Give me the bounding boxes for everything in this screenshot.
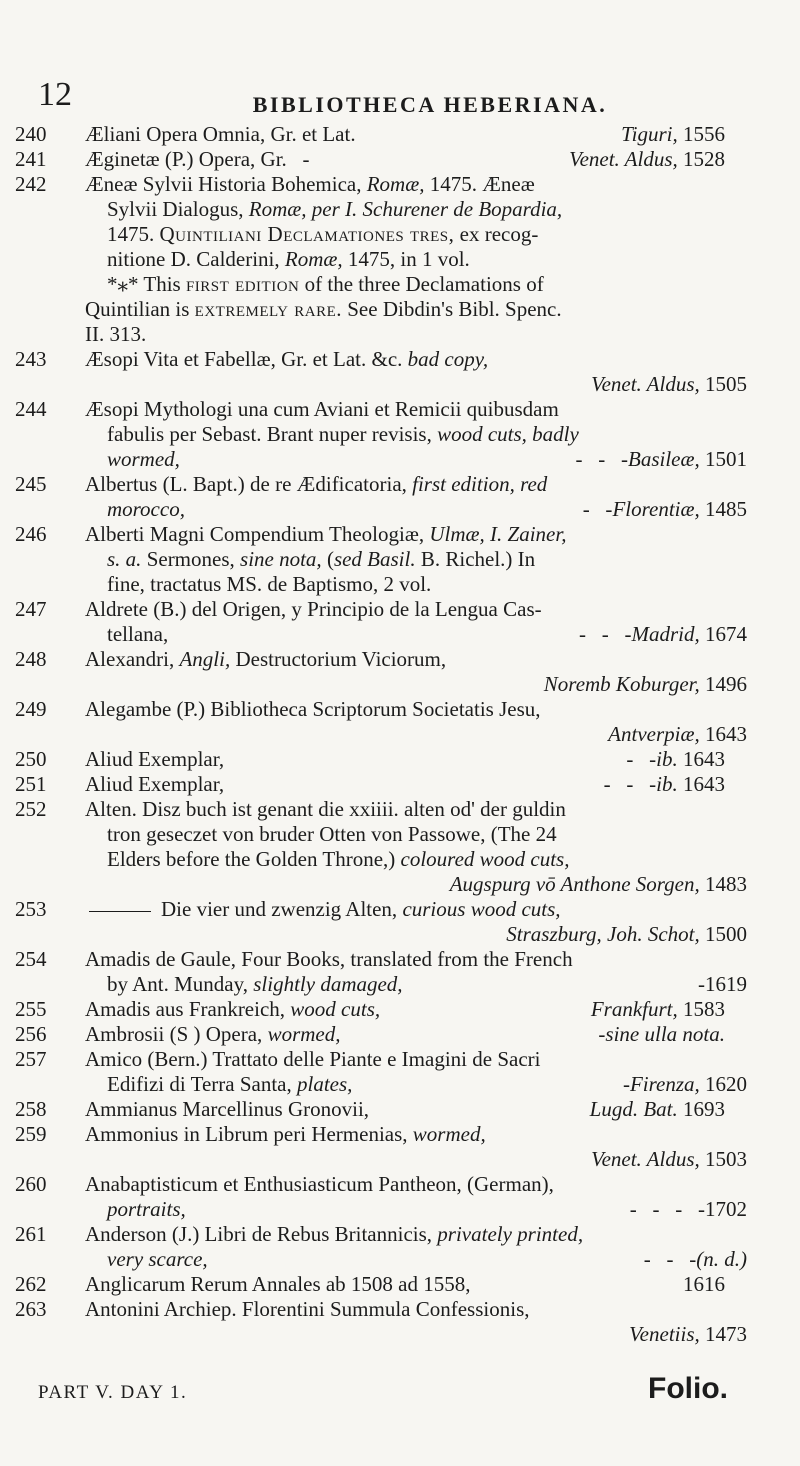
entry-line	[85, 322, 725, 347]
entry-line	[15, 647, 725, 672]
entry-line	[85, 1147, 747, 1172]
lot-number: 243	[15, 347, 47, 371]
entry-line	[85, 222, 747, 247]
entry-text: ex recog-	[454, 222, 539, 246]
entry-line	[15, 522, 725, 547]
signature-mark: PART V. DAY 1.	[38, 1382, 188, 1403]
entry-text: Æsopi Mythologi una cum Aviani et Remicii quibusdam	[85, 397, 559, 421]
entry-text: - - -	[628, 1247, 697, 1271]
entry-text: 1619	[705, 972, 747, 996]
entry-text: Aliud Exemplar,	[85, 747, 225, 771]
entry-main	[85, 1022, 340, 1047]
catalogue-entry	[0, 1272, 800, 1297]
entry-main	[85, 147, 310, 172]
entry-text: -	[682, 972, 705, 996]
catalogue-entry	[0, 147, 800, 172]
entry-text: Noremb Koburger,	[543, 672, 700, 696]
entry-text: 1528	[677, 147, 725, 171]
entry-line	[15, 697, 725, 722]
entry-text: Æginetæ (P.) Opera, Gr. -	[85, 147, 310, 171]
entry-imprint	[563, 622, 747, 647]
entry-text: 1583	[677, 997, 725, 1021]
entry-text: Albertus (L. Bapt.) de re Ædificatoria,	[85, 472, 413, 496]
entry-main	[85, 122, 356, 147]
entry-text: 1475.	[107, 222, 160, 246]
lot-number: 247	[15, 597, 47, 621]
entry-line	[15, 997, 725, 1022]
lot-number: 240	[15, 122, 47, 146]
entry-text: Ammianus Marcellinus Gronovii,	[85, 1097, 370, 1121]
entry-text: Tiguri,	[621, 122, 678, 146]
entry-text: sine nota,	[240, 547, 322, 571]
entry-text: Anderson (J.) Libri de Rebus Britannicis,	[85, 1222, 438, 1246]
entry-imprint	[607, 1072, 747, 1097]
entry-text: bad copy,	[407, 347, 489, 371]
entry-text: - -	[566, 497, 613, 521]
entry-text: Frankfurt,	[590, 997, 678, 1021]
entry-line	[15, 797, 725, 822]
entry-text: slightly damaged,	[253, 972, 403, 996]
entry-text: B. Richel.) In	[415, 547, 536, 571]
entry-text: Æliani Opera Omnia, Gr. et Lat.	[85, 122, 356, 146]
entry-line	[15, 1022, 725, 1047]
entry-text: by Ant. Munday,	[107, 972, 254, 996]
lot-number: 262	[15, 1272, 47, 1296]
entry-line	[15, 1097, 725, 1122]
entry-main	[107, 622, 168, 647]
entry-line	[85, 447, 747, 472]
entry-line	[15, 172, 725, 197]
entry-line	[85, 722, 747, 747]
entry-text: Alegambe (P.) Bibliotheca Scriptorum Societatis Jesu,	[85, 697, 541, 721]
lot-number: 248	[15, 647, 47, 671]
catalogue-entry	[0, 122, 800, 147]
entry-text: portraits,	[107, 1197, 186, 1221]
catalogue-entry	[0, 522, 800, 597]
entry-line	[15, 397, 725, 422]
entry-text: wormed,	[267, 1022, 341, 1046]
catalogue-entry	[0, 947, 800, 997]
entry-text: 1674	[699, 622, 747, 646]
entry-line	[15, 1297, 725, 1322]
entry-main	[107, 497, 185, 522]
entry-line	[85, 847, 747, 872]
format-label: Folio.	[648, 1372, 728, 1405]
catalogue-entry	[0, 1097, 800, 1122]
lot-number: 253	[15, 897, 47, 921]
entry-main	[85, 1272, 471, 1297]
entry-line	[85, 872, 747, 897]
entry-text: II. 313.	[85, 322, 147, 346]
entry-text: Aldrete (B.) del Origen, y Principio de la Lengua Cas-	[85, 597, 542, 621]
entry-text: Sermones,	[141, 547, 241, 571]
entry-main	[107, 1197, 186, 1222]
entry-text: See Dibdin's Bibl. Spenc.	[342, 297, 562, 321]
entry-imprint	[621, 122, 725, 147]
lot-number: 255	[15, 997, 47, 1021]
entry-text: 1503	[699, 1147, 747, 1171]
entry-main	[107, 1247, 208, 1272]
entry-text: wood cuts,	[290, 997, 381, 1021]
entry-line	[15, 147, 725, 172]
ditto-rule	[89, 911, 151, 912]
lot-number: 249	[15, 697, 47, 721]
entry-text: plates,	[297, 1072, 353, 1096]
entry-text: 1556	[677, 122, 725, 146]
lot-number: 250	[15, 747, 47, 771]
entry-line	[15, 947, 725, 972]
lot-number: 260	[15, 1172, 47, 1196]
entry-text: Antverpiæ,	[608, 722, 700, 746]
entry-text: extremely rare.	[194, 297, 342, 321]
entry-text: Straszburg, Joh. Schot,	[506, 922, 700, 946]
catalogue-entry	[0, 597, 800, 647]
entry-text: 1620	[699, 1072, 747, 1096]
lot-number: 251	[15, 772, 47, 796]
entry-text: 1643	[677, 772, 725, 796]
entry-text: Lugd. Bat.	[589, 1097, 678, 1121]
catalogue-entry	[0, 897, 800, 947]
entry-text: Anabaptisticum et Enthusiasticum Pantheon, (German),	[85, 1172, 554, 1196]
entry-main	[107, 1072, 352, 1097]
entry-line	[85, 1247, 747, 1272]
entry-text: Ulmæ, I. Zainer,	[429, 522, 567, 546]
entry-main	[107, 447, 180, 472]
catalogue-entry	[0, 172, 800, 272]
entry-line	[15, 747, 725, 772]
catalogue-entry	[0, 772, 800, 797]
entry-text: 1496	[699, 672, 747, 696]
entry-main	[107, 972, 403, 997]
entry-imprint	[682, 972, 747, 997]
entry-line	[85, 922, 747, 947]
entry-text: Alexandri,	[85, 647, 180, 671]
catalogue-entry	[0, 347, 800, 397]
lot-number: 241	[15, 147, 47, 171]
entry-text: privately printed,	[437, 1222, 584, 1246]
lot-number: 252	[15, 797, 47, 821]
entry-imprint	[683, 1272, 725, 1297]
entry-main	[85, 997, 380, 1022]
entry-line	[85, 247, 747, 272]
lot-number: 263	[15, 1297, 47, 1321]
entry-text: 1693	[677, 1097, 725, 1121]
entry-line	[15, 1222, 725, 1247]
entry-text: Madrid,	[631, 622, 700, 646]
entry-text: - - -	[587, 772, 657, 796]
entry-imprint	[583, 1022, 725, 1047]
catalogue-entry	[0, 647, 800, 697]
entry-text: tron geseczet von bruder Otten von Passowe, (The 24	[107, 822, 557, 846]
entry-line	[85, 1322, 747, 1347]
entry-text: Ambrosii (S ) Opera,	[85, 1022, 268, 1046]
entry-text: Quintiliani Declamationes tres,	[159, 222, 455, 246]
entry-text: 1643	[699, 722, 747, 746]
entry-line	[85, 822, 747, 847]
entry-text: Æsopi Vita et Fabellæ, Gr. et Lat. &c.	[85, 347, 408, 371]
catalogue-entry	[0, 747, 800, 772]
lot-number: 254	[15, 947, 47, 971]
entry-text: Anglicarum Rerum Annales ab 1508 ad 1558,	[85, 1272, 471, 1296]
entry-imprint	[560, 447, 747, 472]
catalogue-entry	[0, 1022, 800, 1047]
catalogue-entries	[0, 122, 800, 1347]
entry-imprint	[567, 497, 747, 522]
entry-text: sed Basil.	[333, 547, 416, 571]
entry-line	[85, 272, 747, 297]
entry-text: 1500	[699, 922, 747, 946]
entry-text: Edifizi di Terra Santa,	[107, 1072, 297, 1096]
entry-text: coloured wood cuts,	[400, 847, 570, 871]
entry-line	[15, 1047, 725, 1072]
entry-text: Romæ,	[366, 172, 425, 196]
entry-text: Venet. Aldus,	[569, 147, 678, 171]
entry-line	[85, 1072, 747, 1097]
entry-text: Æneæ Sylvii Historia Bohemica,	[85, 172, 367, 196]
entry-text: Venet. Aldus,	[591, 372, 700, 396]
lot-number: 256	[15, 1022, 47, 1046]
entry-text: 1702	[705, 1197, 747, 1221]
lot-number: 244	[15, 397, 47, 421]
entry-main	[85, 1097, 369, 1122]
entry-line	[85, 972, 747, 997]
entry-line	[85, 547, 747, 572]
entry-text: 1505	[699, 372, 747, 396]
entry-text: -	[582, 1022, 606, 1046]
entry-text: tellana,	[107, 622, 169, 646]
entry-text: Destructorium Viciorum,	[230, 647, 447, 671]
entry-text: Sylvii Dialogus,	[107, 197, 249, 221]
entry-line	[15, 597, 725, 622]
entry-text: (n. d.)	[696, 1247, 747, 1271]
entry-text: 1643	[677, 747, 725, 771]
entry-line	[85, 497, 747, 522]
catalogue-entry	[0, 1297, 800, 1347]
entry-imprint	[590, 1097, 725, 1122]
entry-line	[85, 422, 747, 447]
entry-text: Alberti Magni Compendium Theologiæ,	[85, 522, 430, 546]
entry-text: Basileæ,	[628, 447, 700, 471]
entry-text: Ammonius in Librum peri Hermenias,	[85, 1122, 413, 1146]
lot-number: 258	[15, 1097, 47, 1121]
entry-text: - - - -	[614, 1197, 705, 1221]
entry-text: 1485	[699, 497, 747, 521]
entry-text: 1616	[683, 1272, 725, 1296]
catalogue-entry	[0, 797, 800, 897]
entry-text: Venet. Aldus,	[591, 1147, 700, 1171]
entry-line	[15, 1172, 725, 1197]
entry-text: - - -	[559, 447, 628, 471]
entry-text: ib.	[656, 772, 678, 796]
entry-text: nitione D. Calderini,	[107, 247, 285, 271]
entry-text: Venetiis,	[629, 1322, 700, 1346]
entry-text: fine, tractatus MS. de Baptismo, 2 vol.	[107, 572, 432, 596]
entry-line	[15, 347, 725, 372]
entry-text: 1475, in 1 vol.	[342, 247, 470, 271]
entry-text: Augspurg vō Anthone Sorgen,	[449, 872, 700, 896]
lot-number: 259	[15, 1122, 47, 1146]
entry-text: Firenza,	[629, 1072, 700, 1096]
entry-imprint	[628, 1247, 747, 1272]
entry-text: curious wood cuts,	[402, 897, 561, 921]
catalogue-entry	[0, 1222, 800, 1272]
running-title: BIBLIOTHECA HEBERIANA.	[252, 92, 608, 117]
entry-text: 1473	[699, 1322, 747, 1346]
entry-text: Angli,	[179, 647, 231, 671]
entry-text: 1475. Æneæ	[424, 172, 535, 196]
catalogue-entry	[0, 697, 800, 747]
catalogue-entry	[0, 1047, 800, 1097]
entry-text: morocco,	[107, 497, 185, 521]
lot-number: 242	[15, 172, 47, 196]
entry-text: fabulis per Sebast. Brant nuper revisis,	[107, 422, 438, 446]
entry-text: Aliud Exemplar,	[85, 772, 225, 796]
entry-text: sine ulla nota.	[605, 1022, 725, 1046]
entry-text: Die vier und zwenzig Alten,	[161, 897, 403, 921]
entry-text: Romæ,	[284, 247, 343, 271]
entry-line	[15, 1272, 725, 1297]
entry-text: Quintilian is	[85, 297, 195, 321]
entry-main	[85, 772, 224, 797]
entry-text: ib.	[656, 747, 678, 771]
entry-text: Florentiæ,	[612, 497, 700, 521]
entry-imprint	[614, 1197, 747, 1222]
entry-line	[85, 572, 747, 597]
entry-text: Alten. Disz buch ist genant die xxiiii. alten od' der guldin	[85, 797, 566, 821]
entry-line	[15, 472, 725, 497]
entry-line	[15, 772, 725, 797]
entry-text: first edition, red	[412, 472, 548, 496]
entry-note	[0, 272, 800, 347]
entry-imprint	[611, 747, 725, 772]
entry-text: Antonini Archiep. Florentini Summula Confessionis,	[85, 1297, 530, 1321]
entry-text: Amadis de Gaule, Four Books, translated from the French	[85, 947, 573, 971]
lot-number: 261	[15, 1222, 47, 1246]
entry-main	[85, 747, 224, 772]
entry-line	[15, 122, 725, 147]
entry-text: first edition	[185, 272, 300, 296]
catalogue-entry	[0, 997, 800, 1022]
entry-text: very scarce,	[107, 1247, 208, 1271]
entry-text: s. a.	[107, 547, 142, 571]
entry-line	[85, 197, 747, 222]
entry-line	[85, 297, 725, 322]
entry-imprint	[569, 147, 725, 172]
entry-text: Romæ, per I. Schurener de Bopardia,	[248, 197, 563, 221]
entry-line	[85, 1197, 747, 1222]
entry-text: (	[321, 547, 334, 571]
entry-text: wood cuts, badly	[437, 422, 579, 446]
entry-imprint	[588, 772, 725, 797]
page-number: 12	[38, 76, 72, 113]
entry-text: - -	[610, 747, 657, 771]
catalogue-entry	[0, 1122, 800, 1172]
catalogue-entry	[0, 397, 800, 472]
entry-imprint	[591, 997, 725, 1022]
entry-line	[85, 672, 747, 697]
entry-text: wormed,	[412, 1122, 486, 1146]
entry-text: 1501	[699, 447, 747, 471]
entry-text: *⁎* This	[107, 272, 186, 296]
entry-text: wormed,	[107, 447, 180, 471]
entry-text: Amico (Bern.) Trattato delle Piante e Imagini de Sacri	[85, 1047, 541, 1071]
entry-text: Amadis aus Frankreich,	[85, 997, 291, 1021]
entry-text: of the three Declamations of	[299, 272, 544, 296]
entry-line	[85, 622, 747, 647]
entry-text: - - -	[563, 622, 632, 646]
lot-number: 257	[15, 1047, 47, 1071]
lot-number: 246	[15, 522, 47, 546]
entry-line	[15, 1122, 725, 1147]
catalogue-entry	[0, 1172, 800, 1222]
entry-line	[85, 372, 747, 397]
catalogue-entry	[0, 472, 800, 522]
lot-number: 245	[15, 472, 47, 496]
entry-text: Elders before the Golden Throne,)	[107, 847, 401, 871]
entry-text: 1483	[699, 872, 747, 896]
entry-text: -	[607, 1072, 630, 1096]
entry-line	[15, 897, 725, 922]
